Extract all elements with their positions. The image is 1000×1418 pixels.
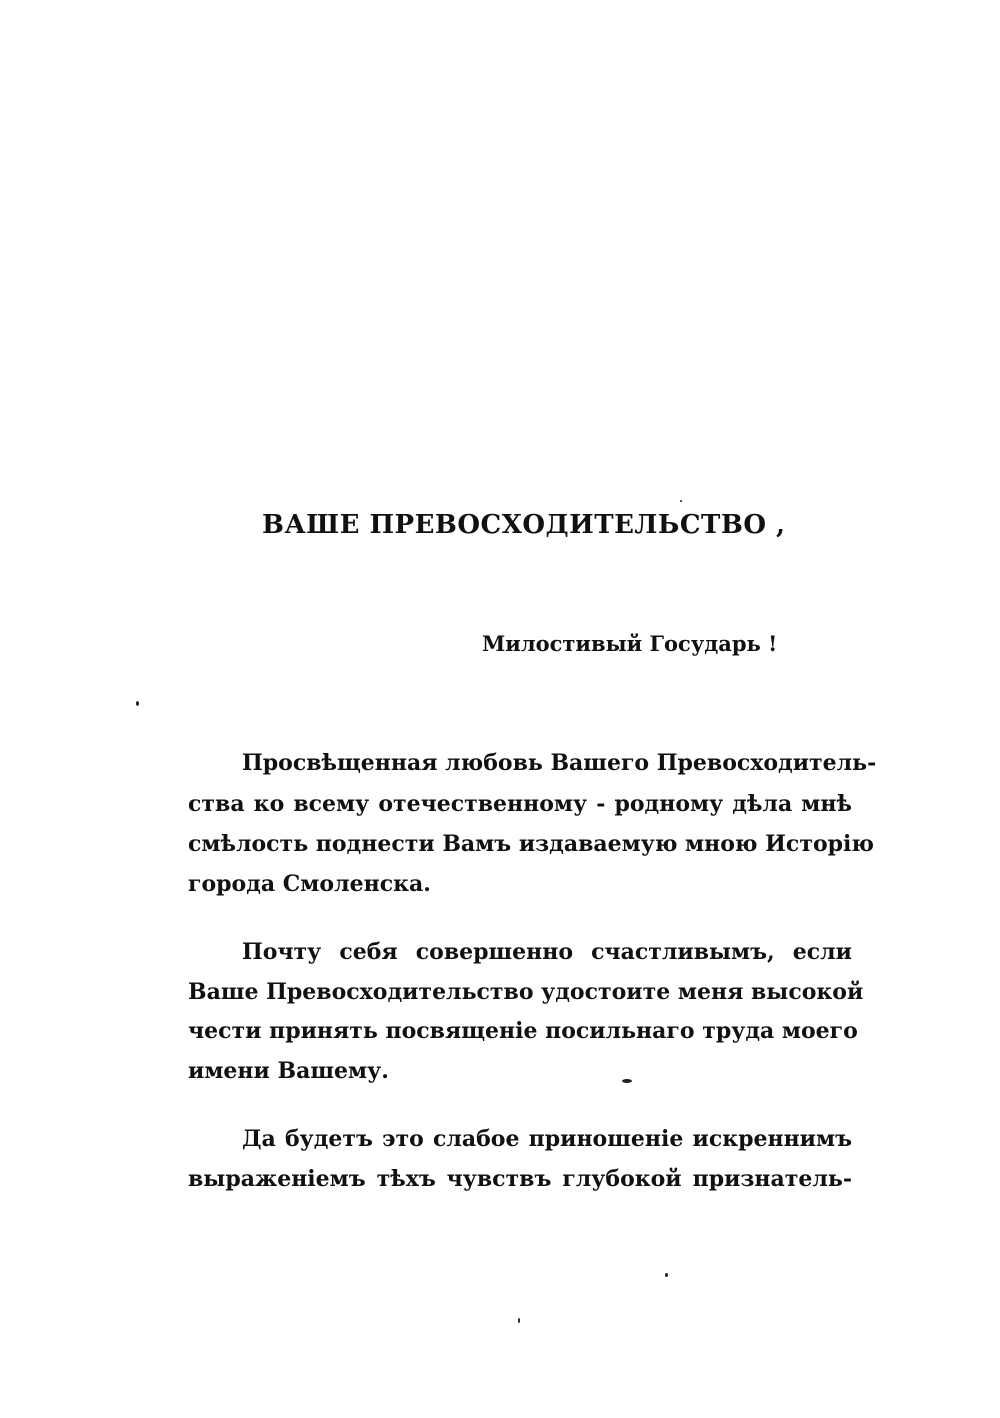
scan-speck — [136, 701, 139, 706]
scan-speck — [665, 1273, 668, 1277]
scan-speck — [680, 500, 682, 502]
paragraph-1-line-4: города Смоленска. — [188, 871, 431, 897]
paragraph-2-line-4: имени Вашему. — [188, 1058, 389, 1084]
paragraph-2-line-1: Почту себя совершенно счастливымъ, если — [242, 939, 852, 965]
scan-speck — [622, 1079, 632, 1083]
paragraph-2-line-2: Ваше Превосходительство удостоите меня высокой — [188, 979, 864, 1005]
scan-speck — [518, 1318, 520, 1323]
paragraph-1-line-2: ства ко всему отечественному - родному дѣла мнѣ — [188, 791, 852, 817]
paragraph-1-line-1: Просвѣщенная любовь Вашего Превосходитель- — [242, 750, 877, 776]
paragraph-3-line-1: Да будетъ это слабое приношеніе искреннимъ — [242, 1126, 852, 1152]
dedication-heading: ВАШЕ ПРЕВОСХОДИТЕЛЬСТВО , — [262, 510, 786, 540]
paragraph-3-line-2: выраженіемъ тѣхъ чувствъ глубокой признатель- — [188, 1166, 852, 1192]
paragraph-2-line-3: чести принять посвященіе посильнаго труда моего — [188, 1018, 858, 1044]
paragraph-1-line-3: смѣлость поднести Вамъ издаваемую мною Исторію — [188, 831, 874, 857]
salutation: Милостивый Государь ! — [482, 631, 778, 656]
